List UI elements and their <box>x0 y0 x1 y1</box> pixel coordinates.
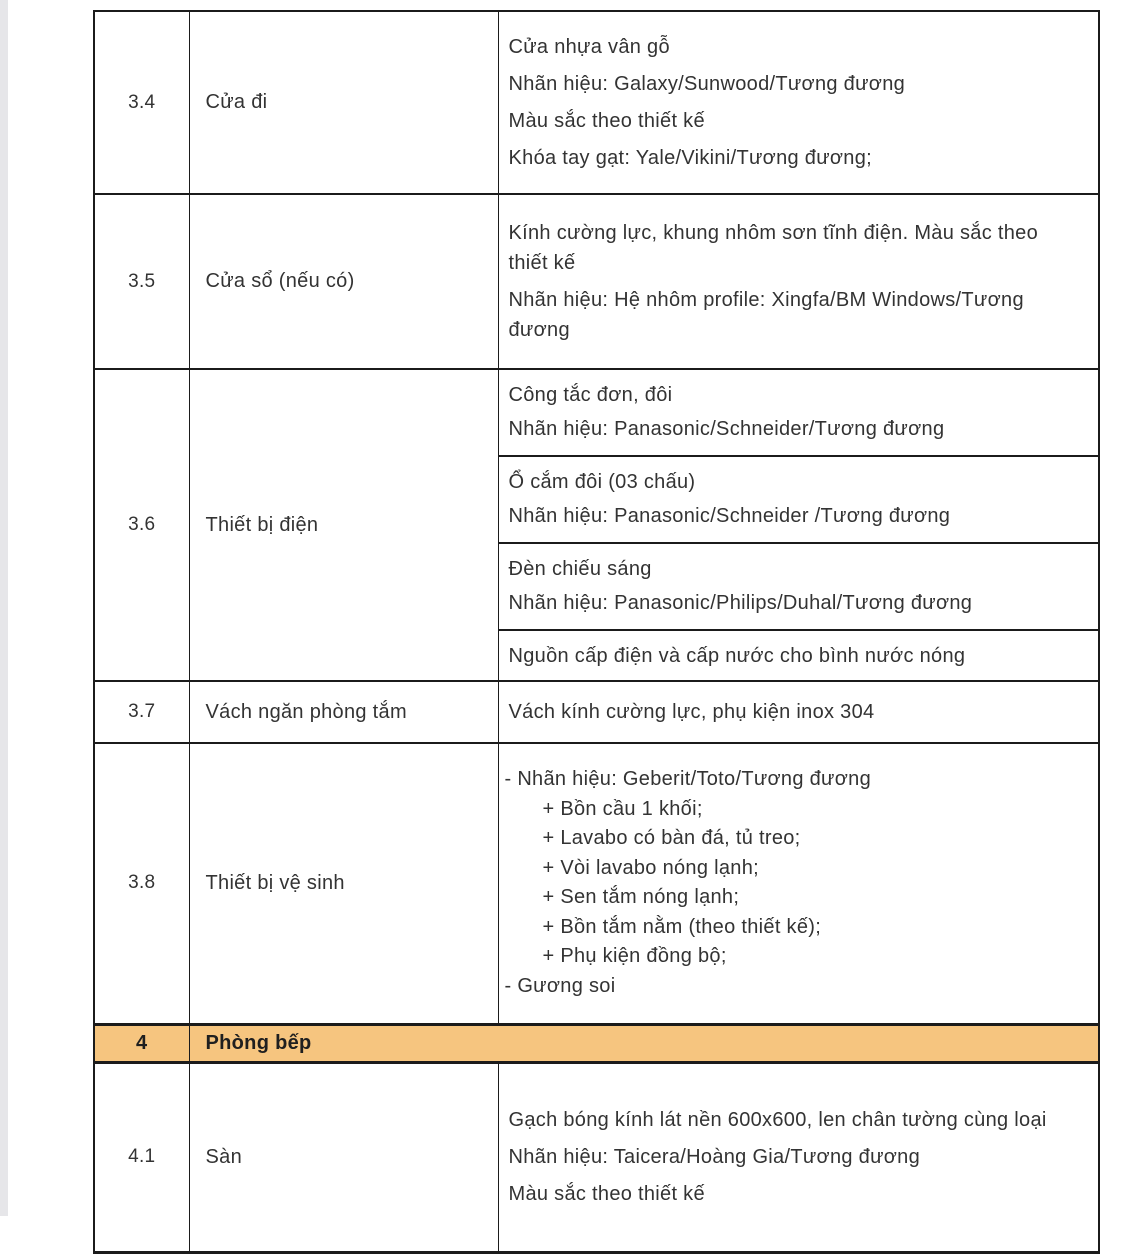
description-line: + Bồn cầu 1 khối; <box>542 797 703 820</box>
description-line: Nhãn hiệu: Galaxy/Sunwood/Tương đương <box>508 73 906 95</box>
description-subcell-switches <box>498 369 1099 456</box>
description-line: - Nhãn hiệu: Geberit/Toto/Tương đương <box>504 768 872 791</box>
table-row-3-8 <box>94 743 1099 1024</box>
row-number-cell: 3.7 <box>94 681 189 743</box>
description-line: Đèn chiếu sáng <box>508 558 652 580</box>
table-row-3-4 <box>94 11 1099 194</box>
description-line: Màu sắc theo thiết kế <box>508 1183 705 1205</box>
row-number-cell: 3.5 <box>94 194 189 369</box>
description-line: Cửa nhựa vân gỗ <box>508 36 670 58</box>
table-row-3-7 <box>94 681 1099 743</box>
description-line: + Phụ kiện đồng bộ; <box>542 945 727 968</box>
description-line: Nhãn hiệu: Panasonic/Philips/Duhal/Tương đương <box>508 592 973 614</box>
category-cell: Vách ngăn phòng tắm <box>189 681 498 743</box>
category-cell: Cửa đi <box>189 11 498 194</box>
description-line: Công tắc đơn, đôi <box>508 384 673 406</box>
description-subcell-lighting <box>498 543 1099 630</box>
row-number-cell: 3.6 <box>94 369 189 681</box>
description-line: Nhãn hiệu: Panasonic/Schneider/Tương đương <box>508 418 945 440</box>
description-cell <box>498 743 1099 1024</box>
description-subcell-sockets <box>498 456 1099 543</box>
table-row-3-6 <box>94 369 1099 456</box>
table-row-3-5 <box>94 194 1099 369</box>
description-line: Nhãn hiệu: Taicera/Hoàng Gia/Tương đương <box>508 1146 921 1168</box>
description-line: Nguồn cấp điện và cấp nước cho bình nước nóng <box>508 644 966 667</box>
description-line: + Sen tắm nóng lạnh; <box>542 886 740 909</box>
category-cell: Cửa sổ (nếu có) <box>189 194 498 369</box>
page-edge-strip <box>0 0 8 1216</box>
section-title-cell: Phòng bếp <box>189 1024 1099 1062</box>
section-header-row-kitchen <box>94 1024 1099 1062</box>
description-line: Kính cường lực, khung nhôm sơn tĩnh điện. Màu sắc theo thiết kế <box>508 222 1038 274</box>
description-line: - Gương soi <box>504 974 616 997</box>
category-cell: Thiết bị vệ sinh <box>189 743 498 1024</box>
description-line: + Vòi lavabo nóng lạnh; <box>542 856 760 879</box>
description-line: Nhãn hiệu: Hệ nhôm profile: Xingfa/BM Windows/Tương đương <box>508 289 1024 341</box>
category-cell: Sàn <box>189 1062 498 1252</box>
category-cell: Thiết bị điện <box>189 369 498 681</box>
description-line: Ổ cắm đôi (03 chấu) <box>508 471 696 493</box>
description-line: Gạch bóng kính lát nền 600x600, len chân tường cùng loại <box>508 1109 1047 1131</box>
row-number-cell: 4.1 <box>94 1062 189 1252</box>
row-number-cell: 3.4 <box>94 11 189 194</box>
description-cell <box>498 681 1099 743</box>
description-line: Nhãn hiệu: Panasonic/Schneider /Tương đương <box>508 505 951 527</box>
description-subcell-water-heater-supply <box>498 630 1099 681</box>
description-cell <box>498 194 1099 369</box>
specifications-table <box>93 10 1100 1254</box>
description-cell <box>498 11 1099 194</box>
description-line: + Lavabo có bàn đá, tủ treo; <box>542 827 801 850</box>
row-number-cell: 3.8 <box>94 743 189 1024</box>
table-row-4-1 <box>94 1062 1099 1252</box>
section-number-cell: 4 <box>94 1024 189 1062</box>
description-line: Vách kính cường lực, phụ kiện inox 304 <box>508 701 875 723</box>
description-line: Màu sắc theo thiết kế <box>508 110 705 132</box>
description-line: + Bồn tắm nằm (theo thiết kế); <box>542 915 822 938</box>
description-line: Khóa tay gạt: Yale/Vikini/Tương đương; <box>508 147 872 169</box>
description-cell <box>498 1062 1099 1252</box>
